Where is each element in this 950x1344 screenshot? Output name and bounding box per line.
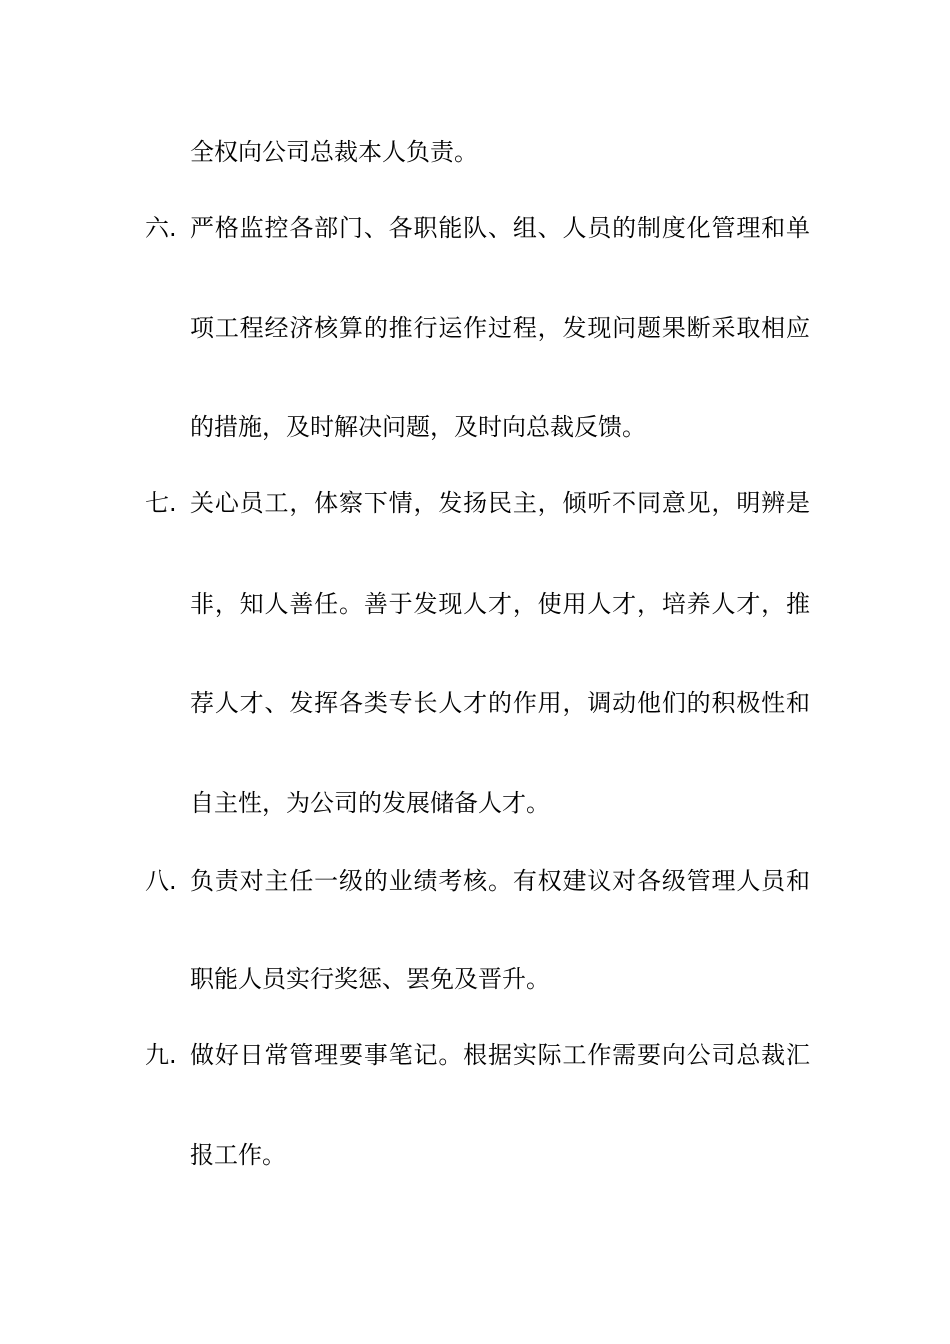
item-7-line-3: 荐人才、发挥各类专长人才的作用，调动他们的积极性和: [190, 689, 810, 717]
item-6-line-3: 的措施，及时解决问题，及时向总裁反馈。: [190, 413, 646, 441]
item-9-number: 九.: [145, 1041, 177, 1069]
continuation-line-1: 全权向公司总裁本人负责。: [190, 138, 478, 166]
item-9-line-1: 做好日常管理要事笔记。根据实际工作需要向公司总裁汇: [190, 1041, 810, 1069]
item-7-line-4: 自主性，为公司的发展储备人才。: [190, 789, 550, 817]
item-7-number: 七.: [145, 489, 177, 517]
item-6-line-2: 项工程经济核算的推行运作过程，发现问题果断采取相应: [190, 314, 810, 342]
item-9-line-2: 报工作。: [190, 1141, 286, 1169]
item-6-number: 六.: [145, 214, 177, 242]
item-8-line-1: 负责对主任一级的业绩考核。有权建议对各级管理人员和: [190, 867, 810, 895]
item-6-line-1: 严格监控各部门、各职能队、组、人员的制度化管理和单: [190, 214, 810, 242]
item-7-line-1: 关心员工，体察下情，发扬民主，倾听不同意见，明辨是: [190, 489, 810, 517]
item-8-number: 八.: [145, 867, 177, 895]
item-8-line-2: 职能人员实行奖惩、罢免及晋升。: [190, 965, 550, 993]
item-7-line-2: 非，知人善任。善于发现人才，使用人才，培养人才，推: [190, 590, 810, 618]
